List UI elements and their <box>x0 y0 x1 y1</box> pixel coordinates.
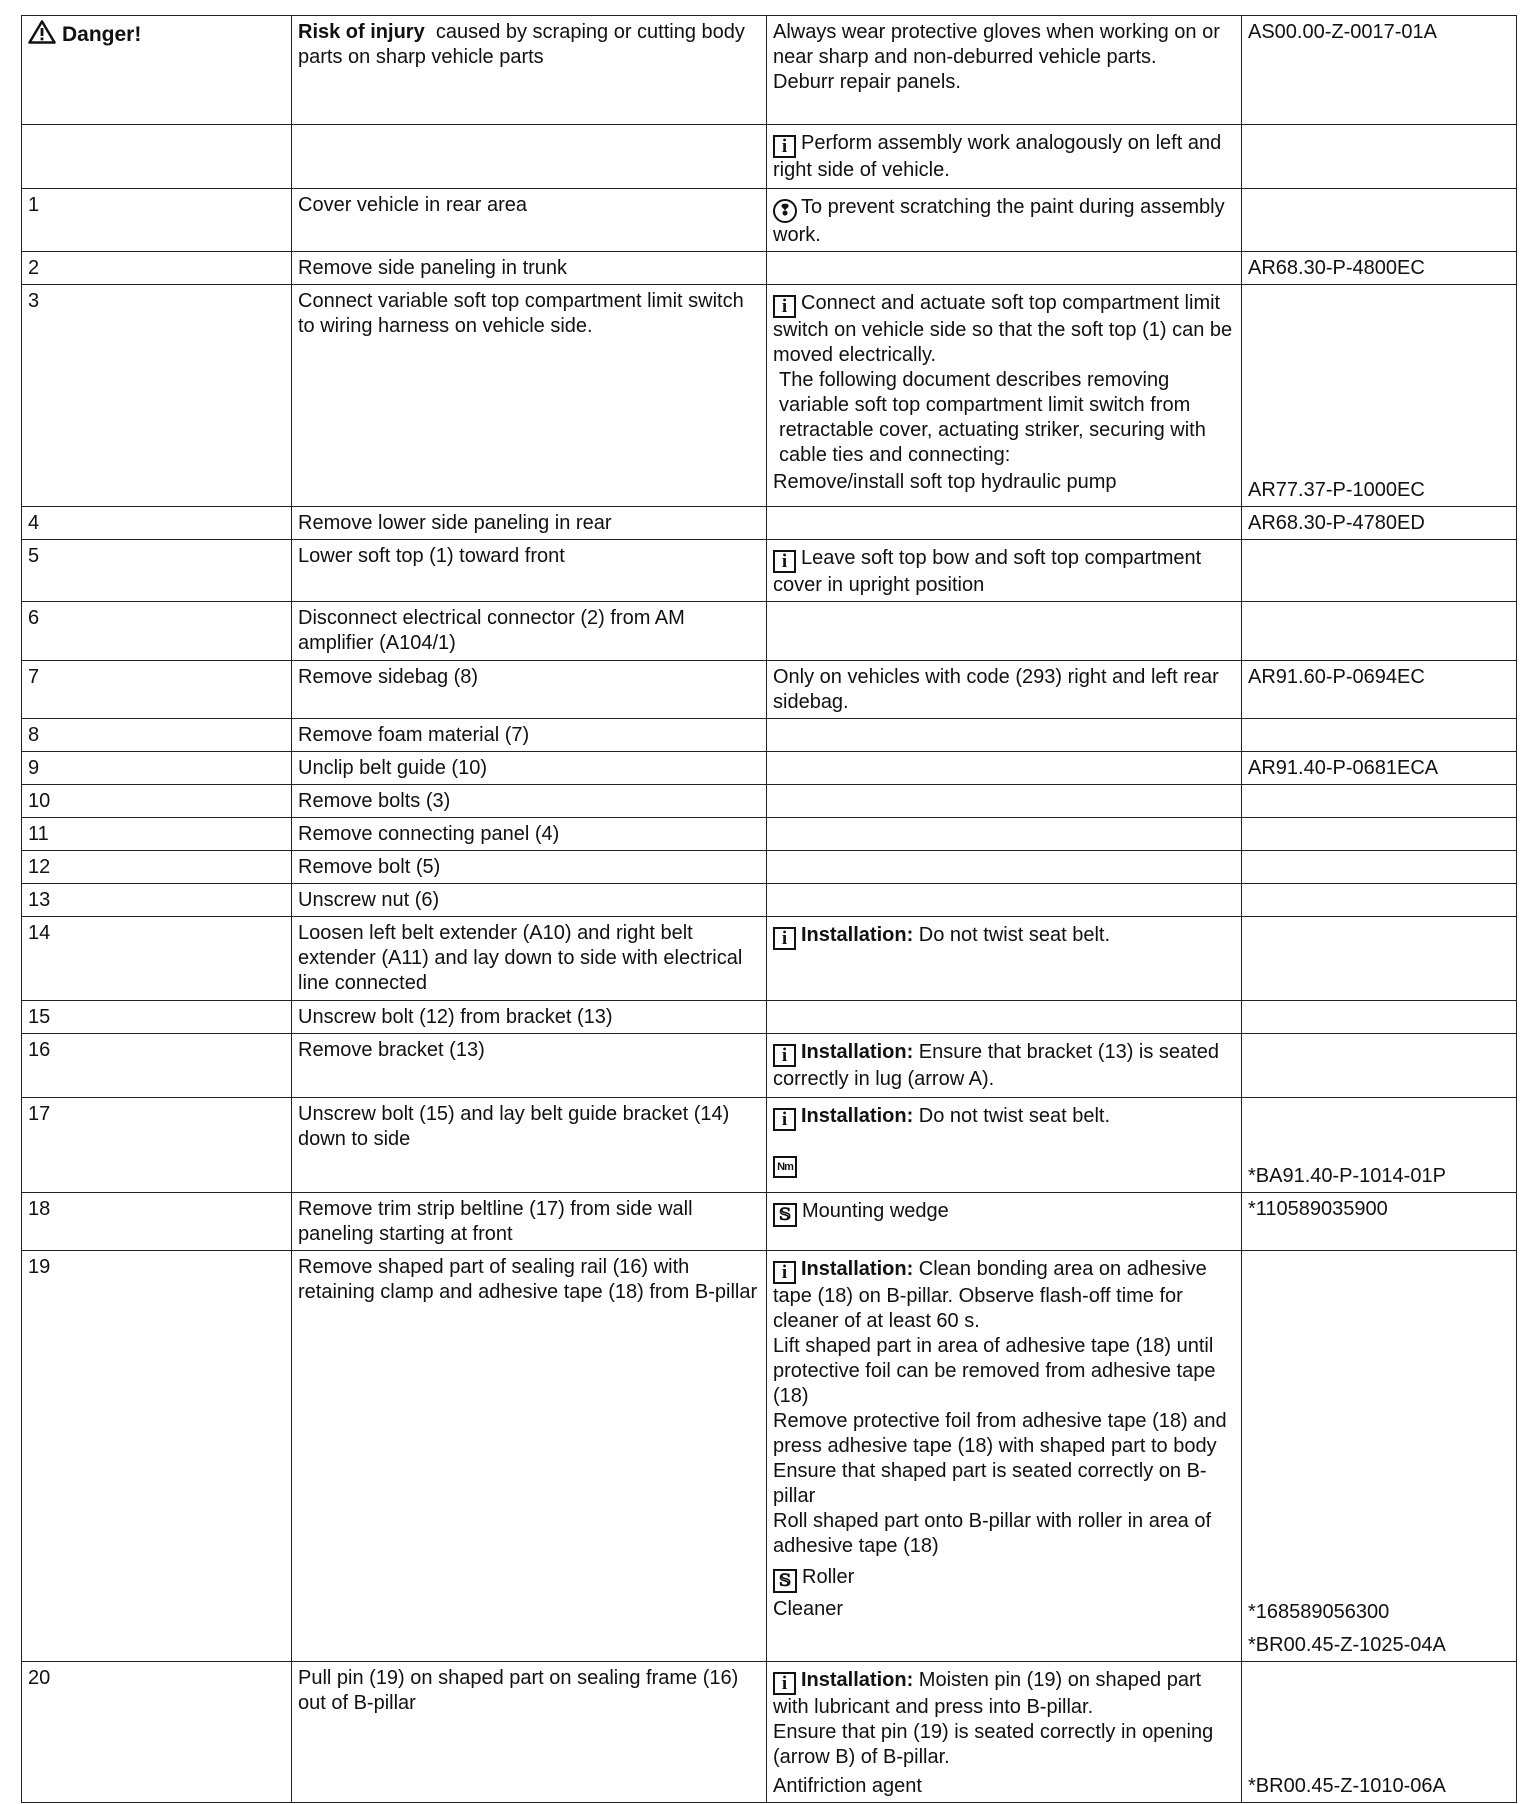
table-row <box>22 818 1517 851</box>
step-note: Moisten pin (19) on shaped part with lubricant and press into B-pillar. <box>773 1669 1202 1718</box>
step-ref-cell <box>1242 285 1517 507</box>
step-description: Remove bolt (5) <box>292 851 767 884</box>
step-note-5: Roll shaped part onto B-pillar with roller in area of adhesive tape (18) <box>773 1510 1211 1557</box>
step-number: 13 <box>22 884 292 917</box>
step-description: Remove foam material (7) <box>292 719 767 752</box>
step-number: 17 <box>22 1098 292 1193</box>
step-note-cell <box>767 1034 1242 1098</box>
info-icon: i <box>773 1261 796 1284</box>
step-description: Unclip belt guide (10) <box>292 752 767 785</box>
step-description: Loosen left belt extender (A10) and right belt extender (A11) and lay down to side with electrical line connected <box>292 917 767 1001</box>
step-tool: Roller <box>802 1566 855 1588</box>
installation-label: Installation: <box>801 924 914 946</box>
step-note: Leave soft top bow and soft top compartment cover in upright position <box>773 547 1202 596</box>
danger-ref-cell <box>1242 16 1517 125</box>
installation-label: Installation: <box>801 1041 914 1063</box>
step-ref: *110589035900 <box>1242 1193 1517 1251</box>
step-number: 3 <box>22 285 292 507</box>
step-note: Do not twist seat belt. <box>918 1105 1110 1127</box>
step-material: Antifriction agent <box>773 1775 922 1797</box>
step-ref: AR91.60-P-0694EC <box>1242 661 1517 719</box>
danger-action-1: Always wear protective gloves when working on or near sharp and non-deburred vehicle parts. <box>773 21 1220 68</box>
step-description: Unscrew nut (6) <box>292 884 767 917</box>
step-number: 8 <box>22 719 292 752</box>
danger-action-2: Deburr repair panels. <box>773 71 961 93</box>
step-tool-cell <box>767 1193 1242 1251</box>
risk-cell <box>292 16 767 125</box>
step-tool-ref: *168589056300 <box>1248 1601 1390 1623</box>
step-number: 1 <box>22 189 292 252</box>
step-description: Remove bolts (3) <box>292 785 767 818</box>
step-description: Remove trim strip beltline (17) from side wall paneling starting at front <box>292 1193 767 1251</box>
info-icon: i <box>773 1108 796 1131</box>
general-note-row <box>22 125 1517 189</box>
step-tool: Mounting wedge <box>802 1200 949 1222</box>
step-number: 20 <box>22 1662 292 1803</box>
step-description: Pull pin (19) on shaped part on sealing frame (16) out of B-pillar <box>292 1662 767 1803</box>
step-number: 7 <box>22 661 292 719</box>
danger-ref: AS00.00-Z-0017-01A <box>1248 21 1438 43</box>
table-row <box>22 1034 1517 1098</box>
step-number: 15 <box>22 1001 292 1034</box>
table-row <box>22 189 1517 252</box>
table-row <box>22 1193 1517 1251</box>
step-note-cell <box>767 1662 1242 1803</box>
risk-text: caused by scraping or cutting body parts on sharp vehicle parts <box>298 21 745 68</box>
table-row <box>22 661 1517 719</box>
risk-title: Risk of injury <box>298 21 425 43</box>
step-number: 9 <box>22 752 292 785</box>
step-material-ref: *BR00.45-Z-1025-04A <box>1248 1634 1446 1656</box>
special-tool-icon: 𝕊 <box>773 1569 797 1593</box>
step-description: Unscrew bolt (12) from bracket (13) <box>292 1001 767 1034</box>
table-row <box>22 540 1517 602</box>
step-number: 12 <box>22 851 292 884</box>
step-sub-document: Remove/install soft top hydraulic pump <box>773 471 1117 493</box>
step-note-3: Remove protective foil from adhesive tape (18) and press adhesive tape (18) with shaped part to body <box>773 1410 1227 1457</box>
step-number: 16 <box>22 1034 292 1098</box>
warning-triangle-icon <box>28 20 56 44</box>
table-row <box>22 851 1517 884</box>
step-note-2: The following document describes removing variable soft top compartment limit switch from retractable cover, actuating striker, securing with cable ties and connecting: <box>779 369 1206 466</box>
step-description: Cover vehicle in rear area <box>292 189 767 252</box>
step-ref: AR68.30-P-4780ED <box>1242 507 1517 540</box>
step-ref: AR91.40-P-0681ECA <box>1242 752 1517 785</box>
info-icon: i <box>773 550 796 573</box>
danger-cell <box>22 16 292 125</box>
step-ref: *BA91.40-P-1014-01P <box>1248 1165 1446 1187</box>
table-row <box>22 719 1517 752</box>
general-note: Perform assembly work analogously on left and right side of vehicle. <box>773 132 1222 181</box>
info-icon: i <box>773 1672 796 1695</box>
table-row <box>22 752 1517 785</box>
step-material-ref: *BR00.45-Z-1010-06A <box>1248 1775 1446 1797</box>
step-note: Only on vehicles with code (293) right and left rear sidebag. <box>767 661 1242 719</box>
step-note: Do not twist seat belt. <box>918 924 1110 946</box>
step-note-cell <box>767 540 1242 602</box>
info-icon: i <box>773 295 796 318</box>
step-ref: AR68.30-P-4800EC <box>1242 252 1517 285</box>
step-description: Remove connecting panel (4) <box>292 818 767 851</box>
torque-nm-icon: Nm <box>773 1156 797 1178</box>
danger-action-cell <box>767 16 1242 125</box>
step-note: Ensure that bracket (13) is seated correctly in lug (arrow A). <box>773 1041 1219 1090</box>
info-icon: i <box>773 927 796 950</box>
step-note-2: Ensure that pin (19) is seated correctly in opening (arrow B) of B-pillar. <box>773 1721 1214 1768</box>
danger-label: Danger! <box>62 23 142 46</box>
installation-label: Installation: <box>801 1669 914 1691</box>
step-note: Connect and actuate soft top compartment limit switch on vehicle side so that the soft top (1) can be moved electrically. <box>773 292 1233 366</box>
step-description: Remove sidebag (8) <box>292 661 767 719</box>
info-icon: i <box>773 1044 796 1067</box>
step-ref: AR77.37-P-1000EC <box>1248 479 1425 501</box>
step-note-cell <box>767 1251 1242 1662</box>
step-number: 10 <box>22 785 292 818</box>
step-ref-cell <box>1242 1251 1517 1662</box>
step-ref-cell <box>1242 1098 1517 1193</box>
general-note-cell <box>767 125 1242 189</box>
danger-row <box>22 16 1517 125</box>
step-note-4: Ensure that shaped part is seated correctly on B-pillar <box>773 1460 1207 1507</box>
step-note-cell <box>767 189 1242 252</box>
special-tool-icon: 𝕊 <box>773 1203 797 1227</box>
step-note-2: Lift shaped part in area of adhesive tape (18) until protective foil can be removed from adhesive tape (18) <box>773 1335 1216 1407</box>
table-row <box>22 602 1517 661</box>
step-number: 6 <box>22 602 292 661</box>
table-row <box>22 1662 1517 1803</box>
table-row <box>22 1251 1517 1662</box>
step-number: 4 <box>22 507 292 540</box>
table-row <box>22 1001 1517 1034</box>
step-description: Remove lower side paneling in rear <box>292 507 767 540</box>
step-description: Remove side paneling in trunk <box>292 252 767 285</box>
step-ref-cell <box>1242 1662 1517 1803</box>
step-number: 2 <box>22 252 292 285</box>
step-note-cell <box>767 917 1242 1001</box>
step-description: Unscrew bolt (15) and lay belt guide bracket (14) down to side <box>292 1098 767 1193</box>
installation-label: Installation: <box>801 1258 914 1280</box>
step-note-cell <box>767 1098 1242 1193</box>
step-description: Connect variable soft top compartment limit switch to wiring harness on vehicle side. <box>292 285 767 507</box>
procedure-table <box>21 15 1517 1803</box>
info-icon: i <box>773 135 796 158</box>
table-row <box>22 1098 1517 1193</box>
table-row <box>22 285 1517 507</box>
step-number: 19 <box>22 1251 292 1662</box>
step-note-cell <box>767 285 1242 507</box>
step-number: 11 <box>22 818 292 851</box>
paint-note-icon: ❢ <box>773 199 797 223</box>
step-number: 18 <box>22 1193 292 1251</box>
table-row <box>22 507 1517 540</box>
step-description: Remove shaped part of sealing rail (16) with retaining clamp and adhesive tape (18) from B-pillar <box>292 1251 767 1662</box>
step-note: Clean bonding area on adhesive tape (18) on B-pillar. Observe flash-off time for cleaner of at least 60 s. <box>773 1258 1207 1332</box>
step-material: Cleaner <box>773 1598 844 1620</box>
step-description: Lower soft top (1) toward front <box>292 540 767 602</box>
table-row <box>22 884 1517 917</box>
table-row <box>22 252 1517 285</box>
table-row <box>22 785 1517 818</box>
step-number: 5 <box>22 540 292 602</box>
step-note: To prevent scratching the paint during assembly work. <box>773 196 1225 246</box>
step-description: Disconnect electrical connector (2) from AM amplifier (A104/1) <box>292 602 767 661</box>
table-row <box>22 917 1517 1001</box>
step-number: 14 <box>22 917 292 1001</box>
procedure-document <box>21 15 1516 1803</box>
installation-label: Installation: <box>801 1105 914 1127</box>
step-description: Remove bracket (13) <box>292 1034 767 1098</box>
